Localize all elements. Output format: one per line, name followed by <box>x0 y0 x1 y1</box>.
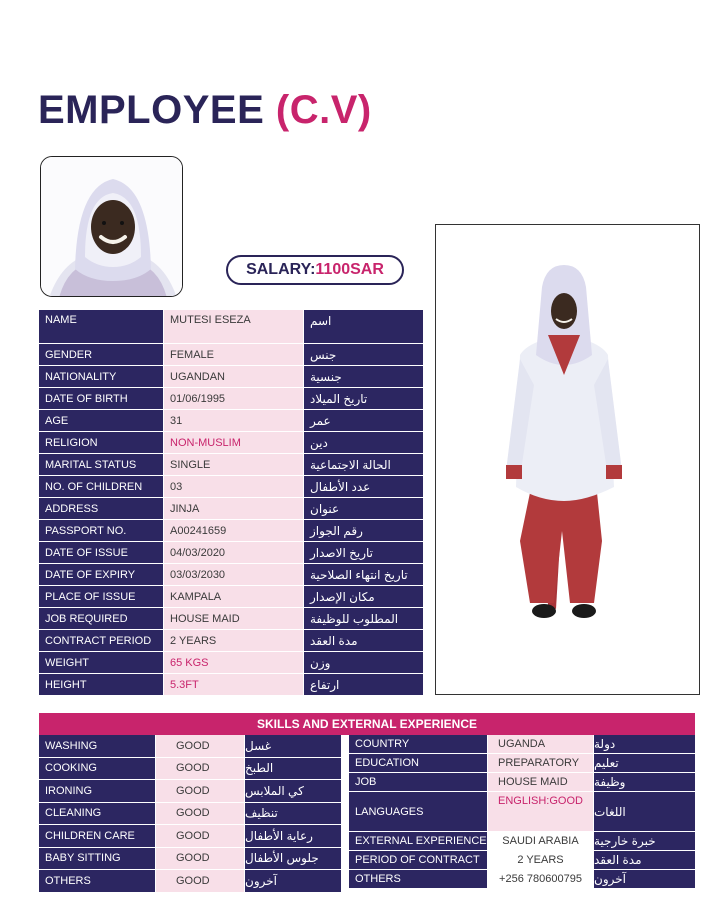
detail-label-arabic: تاريخ انتهاء الصلاحية <box>304 564 423 586</box>
detail-value: 04/03/2020 <box>164 542 304 564</box>
experience-label: EDUCATION <box>349 754 488 773</box>
skill-label: COOKING <box>39 758 156 781</box>
skill-label-arabic: جلوس الأطفال <box>245 848 341 871</box>
detail-value: JINJA <box>164 498 304 520</box>
detail-row <box>39 344 423 366</box>
skill-row <box>39 848 341 871</box>
title-cv: (C.V) <box>275 88 372 132</box>
experience-label: COUNTRY <box>349 735 488 754</box>
detail-value: FEMALE <box>164 344 304 366</box>
detail-label: ADDRESS <box>39 498 164 520</box>
page-title <box>38 88 372 133</box>
experience-label: PERIOD OF CONTRACT <box>349 851 488 870</box>
skill-label-arabic: تنظيف <box>245 803 341 826</box>
detail-value: SINGLE <box>164 454 304 476</box>
experience-label: EXTERNAL EXPERIENCE <box>349 832 488 851</box>
detail-row <box>39 630 423 652</box>
detail-label: PASSPORT NO. <box>39 520 164 542</box>
title-employee: EMPLOYEE <box>38 88 265 132</box>
detail-row <box>39 652 423 674</box>
detail-label-arabic: جنسية <box>304 366 423 388</box>
detail-value: 5.3FT <box>164 674 304 696</box>
skill-row <box>39 758 341 781</box>
detail-label-arabic: الحالة الاجتماعية <box>304 454 423 476</box>
detail-label: DATE OF EXPIRY <box>39 564 164 586</box>
skill-value: GOOD <box>156 780 245 803</box>
experience-value: PREPARATORY <box>488 754 594 773</box>
skill-label: WASHING <box>39 735 156 758</box>
detail-row <box>39 586 423 608</box>
skill-value: GOOD <box>156 758 245 781</box>
skill-value: GOOD <box>156 825 245 848</box>
experience-label-arabic: وظيفة <box>594 773 695 792</box>
salary-badge <box>226 255 404 285</box>
detail-label-arabic: تاريخ الميلاد <box>304 388 423 410</box>
detail-label-arabic: ارتفاع <box>304 674 423 696</box>
experience-row <box>349 754 695 773</box>
detail-label: GENDER <box>39 344 164 366</box>
detail-row <box>39 520 423 542</box>
experience-table <box>349 735 695 889</box>
detail-value: 03 <box>164 476 304 498</box>
detail-value: UGANDAN <box>164 366 304 388</box>
experience-label-arabic: دولة <box>594 735 695 754</box>
skill-row <box>39 735 341 758</box>
experience-row <box>349 851 695 870</box>
detail-value: 65 KGS <box>164 652 304 674</box>
skill-label-arabic: رعاية الأطفال <box>245 825 341 848</box>
skill-label: IRONING <box>39 780 156 803</box>
experience-label-arabic: مدة العقد <box>594 851 695 870</box>
skills-header: SKILLS AND EXTERNAL EXPERIENCE <box>39 713 695 735</box>
salary-label: SALARY: <box>246 261 316 278</box>
skill-label-arabic: الطبخ <box>245 758 341 781</box>
detail-value: 03/03/2030 <box>164 564 304 586</box>
detail-value: NON-MUSLIM <box>164 432 304 454</box>
detail-label: RELIGION <box>39 432 164 454</box>
detail-label-arabic: عدد الأطفال <box>304 476 423 498</box>
detail-row <box>39 310 423 344</box>
experience-value: +256 780600795 <box>488 870 594 889</box>
experience-row <box>349 792 695 832</box>
detail-row <box>39 476 423 498</box>
detail-label-arabic: مدة العقد <box>304 630 423 652</box>
skill-row <box>39 803 341 826</box>
detail-label: CONTRACT PERIOD <box>39 630 164 652</box>
experience-label: OTHERS <box>349 870 488 889</box>
detail-label: MARITAL STATUS <box>39 454 164 476</box>
skill-value: GOOD <box>156 803 245 826</box>
detail-label-arabic: رقم الجواز <box>304 520 423 542</box>
salary-value: 1100SAR <box>315 261 384 278</box>
detail-label: NATIONALITY <box>39 366 164 388</box>
detail-value: 2 YEARS <box>164 630 304 652</box>
experience-row <box>349 773 695 792</box>
skill-label: BABY SITTING <box>39 848 156 871</box>
detail-label: NO. OF CHILDREN <box>39 476 164 498</box>
detail-label: AGE <box>39 410 164 432</box>
detail-label: PLACE OF ISSUE <box>39 586 164 608</box>
detail-value: 01/06/1995 <box>164 388 304 410</box>
skill-label: OTHERS <box>39 870 156 893</box>
experience-value: HOUSE MAID <box>488 773 594 792</box>
detail-value: HOUSE MAID <box>164 608 304 630</box>
detail-label: DATE OF BIRTH <box>39 388 164 410</box>
skill-label: CLEANING <box>39 803 156 826</box>
experience-label: LANGUAGES <box>349 792 488 832</box>
detail-value: 31 <box>164 410 304 432</box>
detail-label: DATE OF ISSUE <box>39 542 164 564</box>
skill-label-arabic: كي الملابس <box>245 780 341 803</box>
detail-row <box>39 366 423 388</box>
detail-row <box>39 564 423 586</box>
detail-row <box>39 410 423 432</box>
experience-value: ENGLISH:GOOD <box>488 792 594 832</box>
full-body-photo <box>435 224 700 695</box>
experience-row <box>349 870 695 889</box>
detail-label: JOB REQUIRED <box>39 608 164 630</box>
experience-label: JOB <box>349 773 488 792</box>
skill-row <box>39 780 341 803</box>
experience-row <box>349 832 695 851</box>
skill-label-arabic: غسل <box>245 735 341 758</box>
skills-table <box>39 735 341 893</box>
personal-details-table <box>39 310 423 696</box>
detail-label: HEIGHT <box>39 674 164 696</box>
detail-label: NAME <box>39 310 164 344</box>
detail-value: A00241659 <box>164 520 304 542</box>
experience-label-arabic: تعليم <box>594 754 695 773</box>
detail-label: WEIGHT <box>39 652 164 674</box>
portrait-photo <box>40 156 183 297</box>
skill-label: CHILDREN CARE <box>39 825 156 848</box>
detail-row <box>39 542 423 564</box>
detail-label-arabic: عنوان <box>304 498 423 520</box>
experience-row <box>349 735 695 754</box>
experience-value: 2 YEARS <box>488 851 594 870</box>
experience-value: UGANDA <box>488 735 594 754</box>
skill-row <box>39 870 341 893</box>
detail-row <box>39 432 423 454</box>
detail-value: MUTESI ESEZA <box>164 310 304 344</box>
detail-row <box>39 608 423 630</box>
experience-label-arabic: آخرون <box>594 870 695 889</box>
skill-value: GOOD <box>156 848 245 871</box>
detail-label-arabic: تاريخ الاصدار <box>304 542 423 564</box>
detail-row <box>39 498 423 520</box>
detail-label-arabic: دين <box>304 432 423 454</box>
detail-label-arabic: جنس <box>304 344 423 366</box>
detail-label-arabic: وزن <box>304 652 423 674</box>
experience-label-arabic: خبرة خارجية <box>594 832 695 851</box>
detail-label-arabic: اسم <box>304 310 423 344</box>
skill-label-arabic: آخرون <box>245 870 341 893</box>
detail-value: KAMPALA <box>164 586 304 608</box>
skill-value: GOOD <box>156 735 245 758</box>
experience-label-arabic: اللغات <box>594 792 695 832</box>
experience-value: SAUDI ARABIA <box>488 832 594 851</box>
detail-label-arabic: المطلوب للوظيفة <box>304 608 423 630</box>
detail-label-arabic: عمر <box>304 410 423 432</box>
detail-row <box>39 674 423 696</box>
skill-row <box>39 825 341 848</box>
detail-row <box>39 454 423 476</box>
detail-row <box>39 388 423 410</box>
detail-label-arabic: مكان الإصدار <box>304 586 423 608</box>
skill-value: GOOD <box>156 870 245 893</box>
